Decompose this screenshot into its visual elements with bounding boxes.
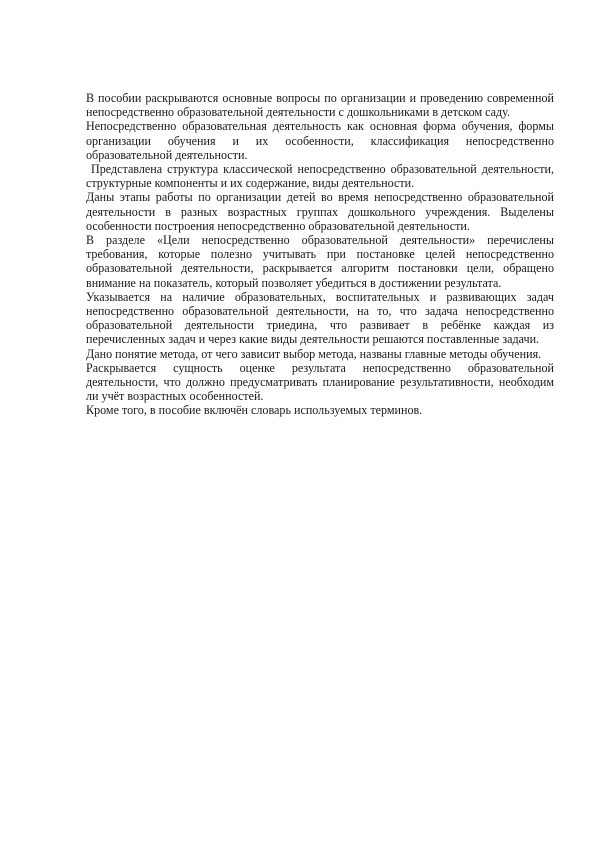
document-page (86, 91, 554, 418)
paragraph-structure: Представлена структура классической непосредственно образовательной деятельности, структурные компоненты и их содержание, виды деятельности. (86, 162, 554, 191)
paragraph-intro: В пособии раскрываются основные вопросы по организации и проведению современной непосредственно образовательной деятельности с дошкольниками в детском саду. (86, 91, 554, 120)
paragraph-goals: В разделе «Цели непосредственно образовательной деятельности» перечислены требования, которые полезно учитывать при постановке целей непосредственно образовательной деятельности, раскрывается алгоритм постановки цели, обращено внимание на показатель, который позволяет убедиться в достижении результата. (86, 233, 554, 290)
paragraph-methods: Дано понятие метода, от чего зависит выбор метода, названы главные методы обучения. (86, 346, 542, 361)
paragraph-tasks: Указывается на наличие образовательных, воспитательных и развивающих задач непосредственно образовательной деятельности, на то, что задача непосредственно образовательной деятельности триедина, что развивает в ребёнке каждая из перечисленных задач и через какие виды деятельности решаются поставленные задачи. (86, 289, 554, 347)
paragraph-stages: Даны этапы работы по организации детей во время непосредственно образовательной деятельности в разных возрастных группах дошкольного учреждения. Выделены особенности построения непосредственно образовательной деятельности. (86, 190, 554, 233)
paragraph-evaluation: Раскрывается сущность оценке результата непосредственно образовательной деятельности, что должно предусматривать планирование результативности, необходим ли учёт возрастных особенностей. (86, 360, 554, 404)
paragraph-glossary: Кроме того, в пособие включён словарь используемых терминов. (86, 403, 423, 418)
paragraph-forms: Непосредственно образовательная деятельность как основная форма обучения, формы организации обучения и их особенности, классификация непосредственно образовательной деятельности. (86, 119, 554, 162)
